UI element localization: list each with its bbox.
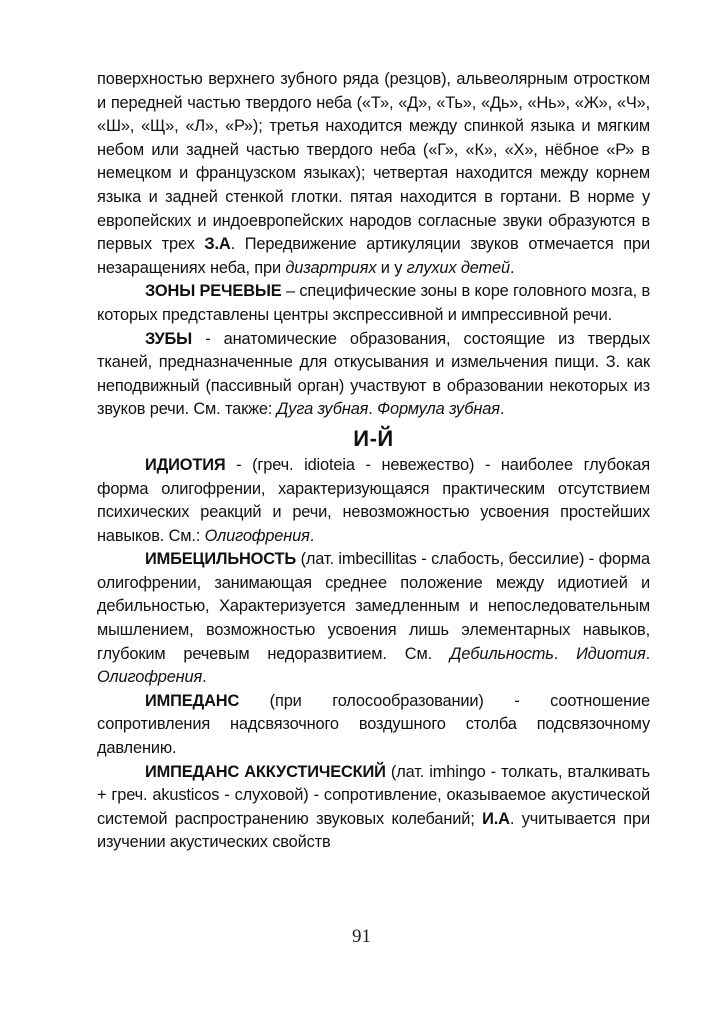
- dictionary-page: [97, 68, 650, 855]
- entry-term: ИМПЕДАНС АККУСТИЧЕСКИЙ: [145, 762, 386, 781]
- entry-term: ИМПЕДАНС: [145, 691, 240, 710]
- entry-term-abbr: И.А: [482, 809, 510, 828]
- entry-impedans-akkusticheskiy: [97, 761, 650, 855]
- cross-reference: дизартриях: [285, 258, 377, 277]
- entry-definition: - анатомические образования, состоящие из твердых тканей, предназначенные для откусывания и измельчения пищи. З. как неподвижный (пассивный орган) участвуют в образовании некоторых из звуков речи. См. также:: [97, 329, 650, 419]
- cross-reference: Дебильность: [449, 644, 554, 663]
- entry-zuby: [97, 328, 650, 422]
- continuation-text-2: . Передвижение артикуляции звуков отмечается при незаращениях неба, при: [97, 235, 650, 277]
- cross-reference: Олигофрения: [97, 668, 203, 687]
- cross-reference: Формула зубная: [377, 400, 500, 419]
- entry-definition: (лат. imbecillitas - слабость, бессилие) - форма олигофрении, занимающая среднее положение между идиотией и дебильностью, Характеризуется замедленным и непоследовательным мышлением, возможностью усвоения лишь элементарных навыков, глубоким речевым недоразвитием. См.: [97, 550, 650, 663]
- entry-term: ИДИОТИЯ: [145, 455, 226, 474]
- entry-term: ЗУБЫ: [145, 329, 193, 348]
- entry-term: ИМБЕЦИЛЬНОСТЬ: [145, 550, 297, 569]
- entry-term-abbr: З.А: [204, 235, 231, 254]
- separator: .: [553, 644, 577, 663]
- entry-impedans: [97, 690, 650, 761]
- entry-imbecilnost: [97, 548, 650, 690]
- entry-term: ЗОНЫ РЕЧЕВЫЕ: [145, 282, 282, 301]
- continuation-text-1: поверхностью верхнего зубного ряда (резцов), альвеолярным отростком и передней частью твердого неба («Т», «Д», «Ть», «Дь», «Нь», «Ж», «Ч», «Ш», «Щ», «Л», «Р»); третья находится между спинкой языка и мягким небом или задней частью твердого неба («Г», «К», «Х», нёбное «Р» в немецком и французском языках); четвертая находится между корнем языка и задней стенкой глотки. пятая находится в гортани. В норме у европейских и индоевропейских народов согласные звуки образуются в первых трех: [97, 70, 650, 254]
- entry-definition: – специфические зоны в коре головного мозга, в которых представлены центры экспрессивной и импрессивной речи.: [97, 282, 650, 324]
- entry-end: .: [309, 526, 315, 545]
- entry-end: .: [499, 400, 505, 419]
- entry-definition: (лат. imhingo - толкать, вталкивать + греч. akusticos - слуховой) - сопротивление, оказываемое акустической системой распространению звуковых колебаний;: [97, 762, 650, 828]
- entry-definition-cont: . учитывается при изучении акустических свойств: [97, 809, 650, 852]
- section-heading: И-Й: [353, 425, 394, 451]
- continuation-text-3: и у: [376, 258, 407, 277]
- entry-definition: - (греч. idioteia - невежество) - наиболее глубокая форма олигофрении, характеризующаяся практическим отсутствием психических реакций и речи, невозможностью усвоения простейших навыков. См.:: [97, 455, 650, 545]
- separator: .: [368, 400, 378, 419]
- cross-reference: Идиотия: [576, 644, 646, 663]
- entry-end: .: [202, 668, 207, 687]
- cross-reference: Олигофрения: [204, 526, 310, 545]
- continuation-paragraph: [97, 68, 650, 280]
- cross-reference: Дуга зубная: [276, 400, 369, 419]
- entry-definition: (при голосообразовании) - соотношение сопротивления надсвязочного воздушного столба подсвязочному давлению.: [97, 691, 650, 758]
- entry-zony-rechevye: [97, 280, 650, 327]
- separator: .: [645, 644, 650, 663]
- cross-reference: глухих детей: [406, 258, 510, 277]
- page-number: 91: [352, 926, 371, 947]
- continuation-text-4: .: [509, 258, 515, 277]
- entry-idiotiya: [97, 454, 650, 548]
